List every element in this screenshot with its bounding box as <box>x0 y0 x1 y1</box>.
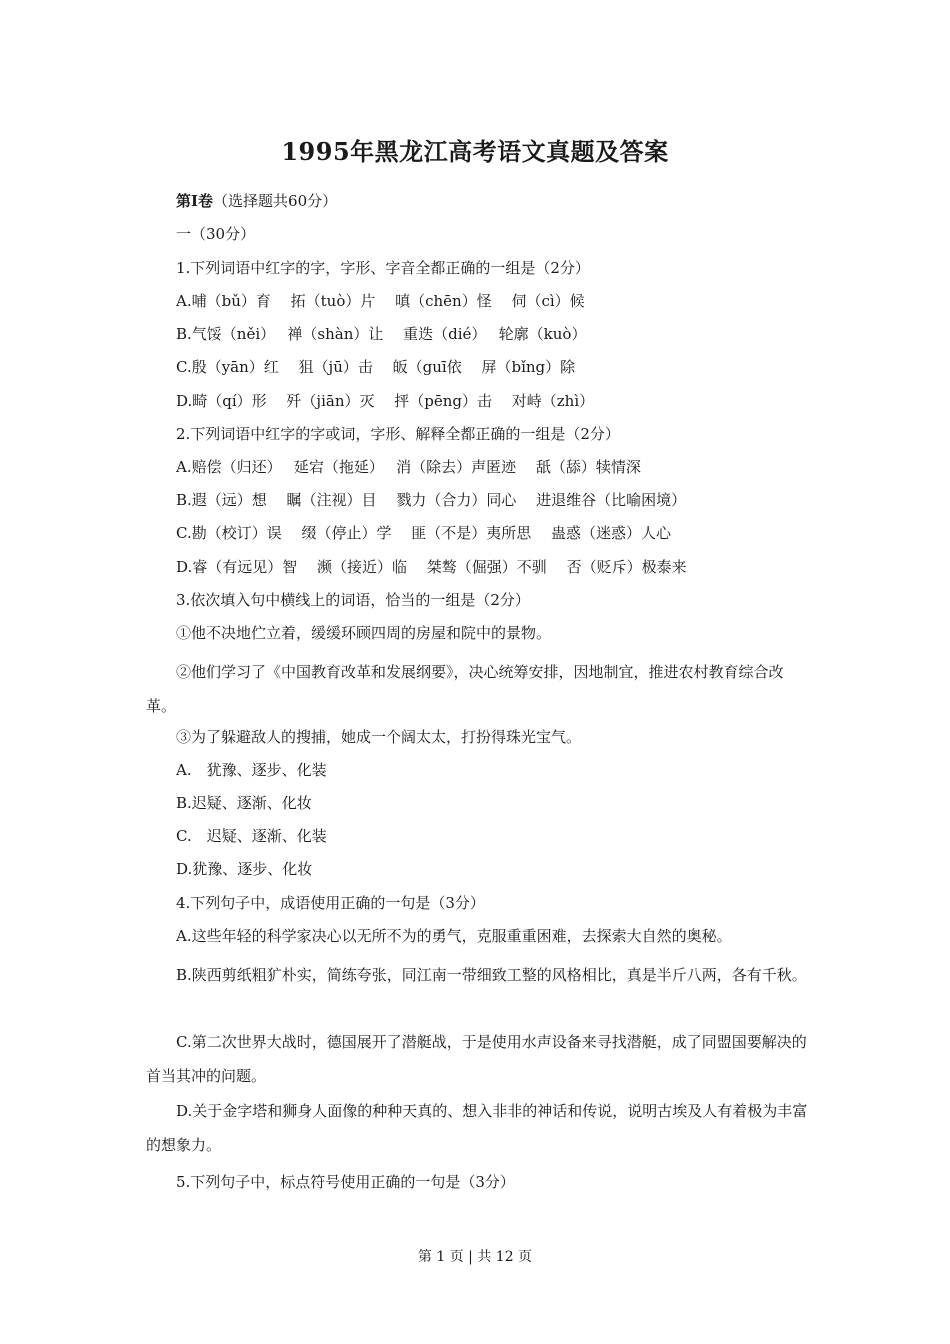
q3-sentence-3: ③为了躲避敌人的搜捕，她成一个阔太太，打扮得珠光宝气。 <box>176 728 582 746</box>
q2-option-d: D.睿（有远见）智 濒（接近）临 桀骜（倔强）不驯 否（贬斥）极泰来 <box>176 558 687 576</box>
q3-option-a: A. 犹豫、逐步、化装 <box>176 761 327 779</box>
q4-option-b-text: B.陕西剪纸粗犷朴实，简练夸张，同江南一带细致工整的风格相比，真是半斤八两，各有千秋。 <box>176 966 807 984</box>
q3-sentence-2-text: ②他们学习了《中国教育改革和发展纲要》，决心统筹安排，因地制宜，推进农村教育综合改革。 <box>146 663 784 715</box>
question-3: 3.依次填入句中横线上的词语，恰当的一组是（2分） <box>176 591 530 609</box>
q4-option-c-text: C.第二次世界大战时，德国展开了潜艇战，于是使用水声设备来寻找潜艇，成了同盟国要解决的首当其冲的问题。 <box>146 1033 807 1085</box>
section-note: （选择题共60分） <box>213 192 338 210</box>
section-heading <box>176 190 337 211</box>
q3-sentence-2 <box>146 655 810 723</box>
q4-option-d <box>146 1094 810 1162</box>
question-4: 4.下列句子中，成语使用正确的一句是（3分） <box>176 894 485 912</box>
section-label: 第Ⅰ卷 <box>176 192 214 210</box>
q3-option-d: D.犹豫、逐步、化妆 <box>176 860 313 878</box>
document-title: 1995年黑龙江高考语文真题及答案 <box>281 137 669 166</box>
q2-option-c: C.勘（校订）误 缀（停止）学 匪（不是）夷所思 蛊惑（迷惑）人心 <box>176 524 672 542</box>
q3-option-b: B.迟疑、逐渐、化妆 <box>176 794 312 812</box>
q1-option-b: B.气馁（něi） 禅（shàn）让 重迭（dié） 轮廓（kuò） <box>176 325 587 343</box>
q2-option-a: A.赔偿（归还） 延宕（拖延） 消（除去）声匿迹 舐（舔）犊情深 <box>176 458 641 476</box>
q1-option-a: A.哺（bǔ）育 拓（tuò）片 嗔（chēn）怪 伺（cì）候 <box>176 292 585 310</box>
q3-option-c: C. 迟疑、逐渐、化装 <box>176 827 327 845</box>
q1-option-c: C.殷（yān）红 狙（jū）击 皈（guī依 屏（bǐng）除 <box>176 358 576 376</box>
question-1: 1.下列词语中红字的字，字形、字音全都正确的一组是（2分） <box>176 259 590 277</box>
q2-option-b: B.遐（远）想 瞩（注视）目 戮力（合力）同心 进退维谷（比喻困境） <box>176 491 687 509</box>
q3-sentence-1: ①他不决地伫立着，缓缓环顾四周的房屋和院中的景物。 <box>176 624 552 642</box>
q4-option-d-text: D.关于金字塔和狮身人面像的种种天真的、想入非非的神话和传说，说明古埃及人有着极为丰富的想象力。 <box>146 1102 808 1154</box>
q4-option-b <box>146 958 810 992</box>
page-footer: 第 1 页 | 共 12 页 <box>417 1249 533 1265</box>
q4-option-c <box>146 1025 810 1093</box>
part-one-heading: 一（30分） <box>176 225 256 243</box>
question-5: 5.下列句子中，标点符号使用正确的一句是（3分） <box>176 1173 515 1191</box>
q4-option-a: A.这些年轻的科学家决心以无所不为的勇气，克服重重困难，去探索大自然的奥秘。 <box>176 927 732 945</box>
q1-option-d: D.畸（qí）形 歼（jiān）灭 抨（pēng）击 对峙（zhì） <box>176 392 595 410</box>
question-2: 2.下列词语中红字的字或词，字形、解释全都正确的一组是（2分） <box>176 425 620 443</box>
